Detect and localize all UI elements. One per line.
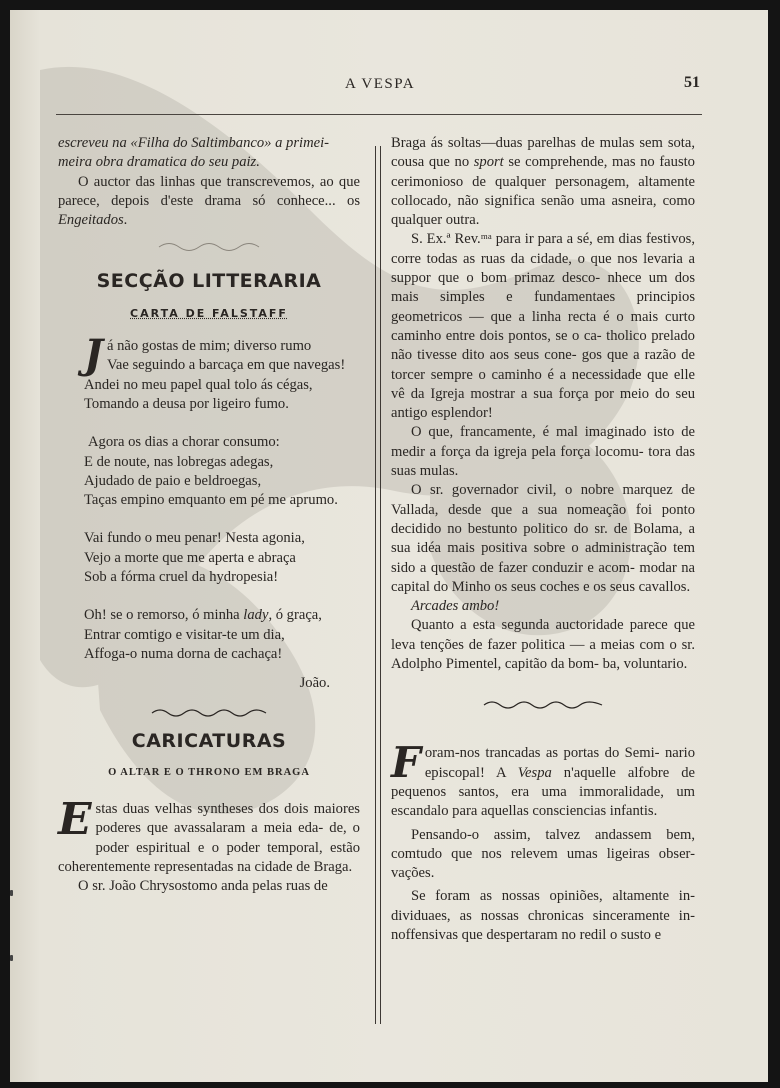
- text-line: que leva tenções de fazer politica — a meias: [391, 617, 695, 653]
- text-line: tholico prelado não tivesse dito aos seus cone-: [391, 327, 695, 364]
- drop-cap: E: [58, 794, 92, 846]
- poem-line-part: , ó graça,: [268, 607, 322, 624]
- text-line: ba, voluntario.: [602, 656, 688, 673]
- right-paragraph-2: [391, 230, 695, 423]
- arcades-ambo: Arcades ambo!: [411, 598, 500, 615]
- text-line: com o sr. Adolpho Pimentel, capitão da bom-: [391, 636, 695, 673]
- right-paragraph-4: [391, 481, 695, 597]
- text-line: stas duas velhas syntheses dos dois: [95, 801, 309, 818]
- seminario-paragraph-1: [391, 738, 695, 821]
- text-line: mais curto caminho entre dois pontos, se o ca-: [391, 308, 695, 344]
- poem-line: Tomando a deusa por ligeiro fumo.: [84, 395, 289, 412]
- text-line: maiores poderes que avassalaram a meia eda-: [95, 801, 360, 837]
- poem-line: Sob a fórma cruel da hydropesia!: [84, 569, 279, 586]
- text-line: n'aquelle alfobre de: [551, 764, 695, 781]
- text-line: Braga ás soltas—duas parelhas de mulas sem: [391, 135, 663, 151]
- text-line: no fausto cerimonioso de qualquer personagem,: [391, 154, 695, 190]
- seminario-paragraph-3: [391, 887, 695, 945]
- text-line: O que, francamente, é mal imaginado isto: [411, 424, 675, 441]
- text-line: gos que a razão de torcer sempre o caminho é: [391, 347, 695, 383]
- text-line: O sr. governador civil, o nobre marquez de: [411, 482, 695, 499]
- text-line: tem sido a questão de fazer conduzir e acom-: [391, 540, 695, 576]
- text-line: nario episcopal! A: [424, 745, 695, 781]
- poem-line: Affoga-o numa dorna de cachaça!: [84, 645, 283, 662]
- text-line: pequenos santos, era uma immoralidade, um: [391, 783, 695, 800]
- poem-line-part: Oh! se o remorso, ó minha: [84, 607, 244, 624]
- intro-paragraph-2: [58, 173, 360, 231]
- right-paragraph-6: [391, 616, 695, 674]
- text-line: Pensando-o assim, talvez andassem bem,: [411, 826, 695, 843]
- poem-line: Ajudado de paio e beldroegas,: [84, 472, 262, 489]
- text-line: se comprehende, mas: [503, 154, 636, 171]
- column-divider: [375, 146, 381, 1024]
- vespa-word: Vespa: [517, 764, 552, 781]
- page-number: 51: [684, 74, 700, 91]
- right-column: [391, 134, 695, 945]
- text-line: Se foram as nossas opiniões, altamente in-: [411, 888, 695, 905]
- poem-line: Taças empino emquanto em pé me aprumo.: [84, 492, 338, 509]
- intro-paragraph-1: [58, 134, 360, 173]
- header-rule: [56, 114, 702, 115]
- right-paragraph-3: [391, 423, 695, 481]
- text-line: S. Ex.ª Rev.ᵐᵃ para ir para a sé, em dias: [411, 231, 643, 248]
- text-line: dividuaes, as nossas chronicas sinceramente in-: [391, 907, 695, 924]
- divider-ornament: [146, 704, 272, 722]
- text-line: festivos, corre todas as ruas da cidade, o que: [391, 231, 695, 267]
- poem: [58, 331, 360, 664]
- text-line: coherentemente representadas na cidade de: [58, 859, 311, 876]
- text-line: a sua idéa mais positiva sobre o administração: [391, 520, 695, 557]
- intro-line: os: [347, 192, 360, 209]
- text-line: seus cavallos.: [609, 578, 691, 595]
- text-line: a necessidade que elle vê da Igreja mostrar a: [391, 366, 695, 402]
- text-line: decidido no bestunto politico do sr. de Bolama,: [391, 520, 683, 537]
- edge-mark: [10, 955, 13, 961]
- divider-ornament: [478, 696, 608, 714]
- intro-line: meira obra dramatica do seu paiz.: [58, 154, 260, 171]
- text-line: de, o poder espiritual e o poder temporal, estão: [95, 820, 360, 856]
- caricaturas-paragraph-1: [58, 794, 360, 877]
- intro-line: que parece, depois d'este drama só conhece...: [58, 173, 360, 209]
- edge-mark: [10, 890, 13, 896]
- newspaper-page: [10, 10, 768, 1082]
- divider-ornament: [149, 238, 269, 256]
- poem-line-emphasis: lady: [243, 607, 269, 624]
- intro-line: escreveu na «Filha do Saltimbanco» a primei-: [58, 135, 330, 151]
- text-line: nhece um dos mais simples e fundamentaes: [391, 270, 695, 306]
- drop-cap: J: [84, 331, 103, 379]
- poem-line: E de noute, nas lobregas adegas,: [84, 453, 274, 470]
- text-line: nos levaria a suppor que o bom primaz desco-: [391, 250, 695, 287]
- text-line: altamente collocado, não significa senão uma: [391, 173, 695, 209]
- text-line: Vallada, desde que a sua nomeação foi ponto: [391, 501, 695, 518]
- section-title-litteraria: SECÇÃO LITTERARIA: [96, 270, 322, 293]
- caricaturas-paragraph-2: O sr. João Chrysostomo anda pelas ruas de: [78, 878, 328, 895]
- text-line: tora das suas mulas.: [391, 443, 695, 480]
- poem-line: á não gostas de mim; diverso rumo: [106, 338, 312, 355]
- left-column: [58, 134, 360, 897]
- poem-line: Andei no meu papel qual tolo ás cégas,: [84, 376, 313, 393]
- poem-line: Entrar comtigo e visitar-te um dia,: [84, 626, 285, 643]
- text-line: escandalo para aquellas consciencias infantis.: [391, 803, 658, 820]
- section-title-caricaturas: CARICATURAS: [131, 729, 287, 752]
- text-line: modar na capital do Minho os seus coches e os: [391, 559, 695, 595]
- right-paragraph-1: [391, 134, 695, 230]
- text-line: sota, cousa que no: [391, 135, 695, 171]
- text-line: noffensivas que despertaram no redil o susto e: [391, 926, 662, 943]
- intro-line: .: [123, 212, 128, 229]
- section-subtitle-falstaff: CARTA DE FALSTAFF: [130, 306, 288, 320]
- poem-line: Agora os dias a chorar consumo:: [88, 434, 280, 451]
- poem-line: Vejo a morte que me aperta e abraça: [84, 549, 296, 566]
- engeitados-title: Engeitados: [58, 212, 124, 229]
- poem-line: Vai fundo o meu penar! Nesta agonia,: [84, 530, 305, 547]
- seminario-paragraph-2: [391, 826, 695, 884]
- poem-line: [58, 606, 360, 625]
- sport-word: sport: [473, 154, 504, 171]
- text-line: principios geometricos — que a linha recta é o: [391, 289, 695, 325]
- page-header: [56, 72, 704, 102]
- text-line: Braga.: [313, 859, 353, 876]
- poem-line: Vae seguindo a barcaça em que navegas!: [106, 357, 346, 374]
- drop-cap: F: [391, 738, 421, 788]
- poem-signature: João.: [299, 675, 330, 692]
- running-title: A VESPA: [344, 76, 416, 92]
- text-line: comtudo que nos relevem umas ligeiras obser-: [391, 845, 695, 862]
- text-line: Quanto a esta segunda auctoridade parece: [411, 617, 668, 634]
- text-line: de medir a força da igreja pela força locomu-: [391, 424, 695, 460]
- text-line: oram-nos trancadas as portas do Semi-: [424, 745, 660, 762]
- text-line: vações.: [391, 865, 435, 882]
- text-line: sua força por meio do seu antigo esplendor!: [391, 385, 695, 422]
- section-subtitle-altar: O ALTAR E O THRONO EM BRAGA: [108, 766, 310, 778]
- intro-line: O auctor das linhas que transcrevemos, ao: [78, 173, 334, 190]
- text-line: asneira, como qualquer outra.: [391, 192, 695, 229]
